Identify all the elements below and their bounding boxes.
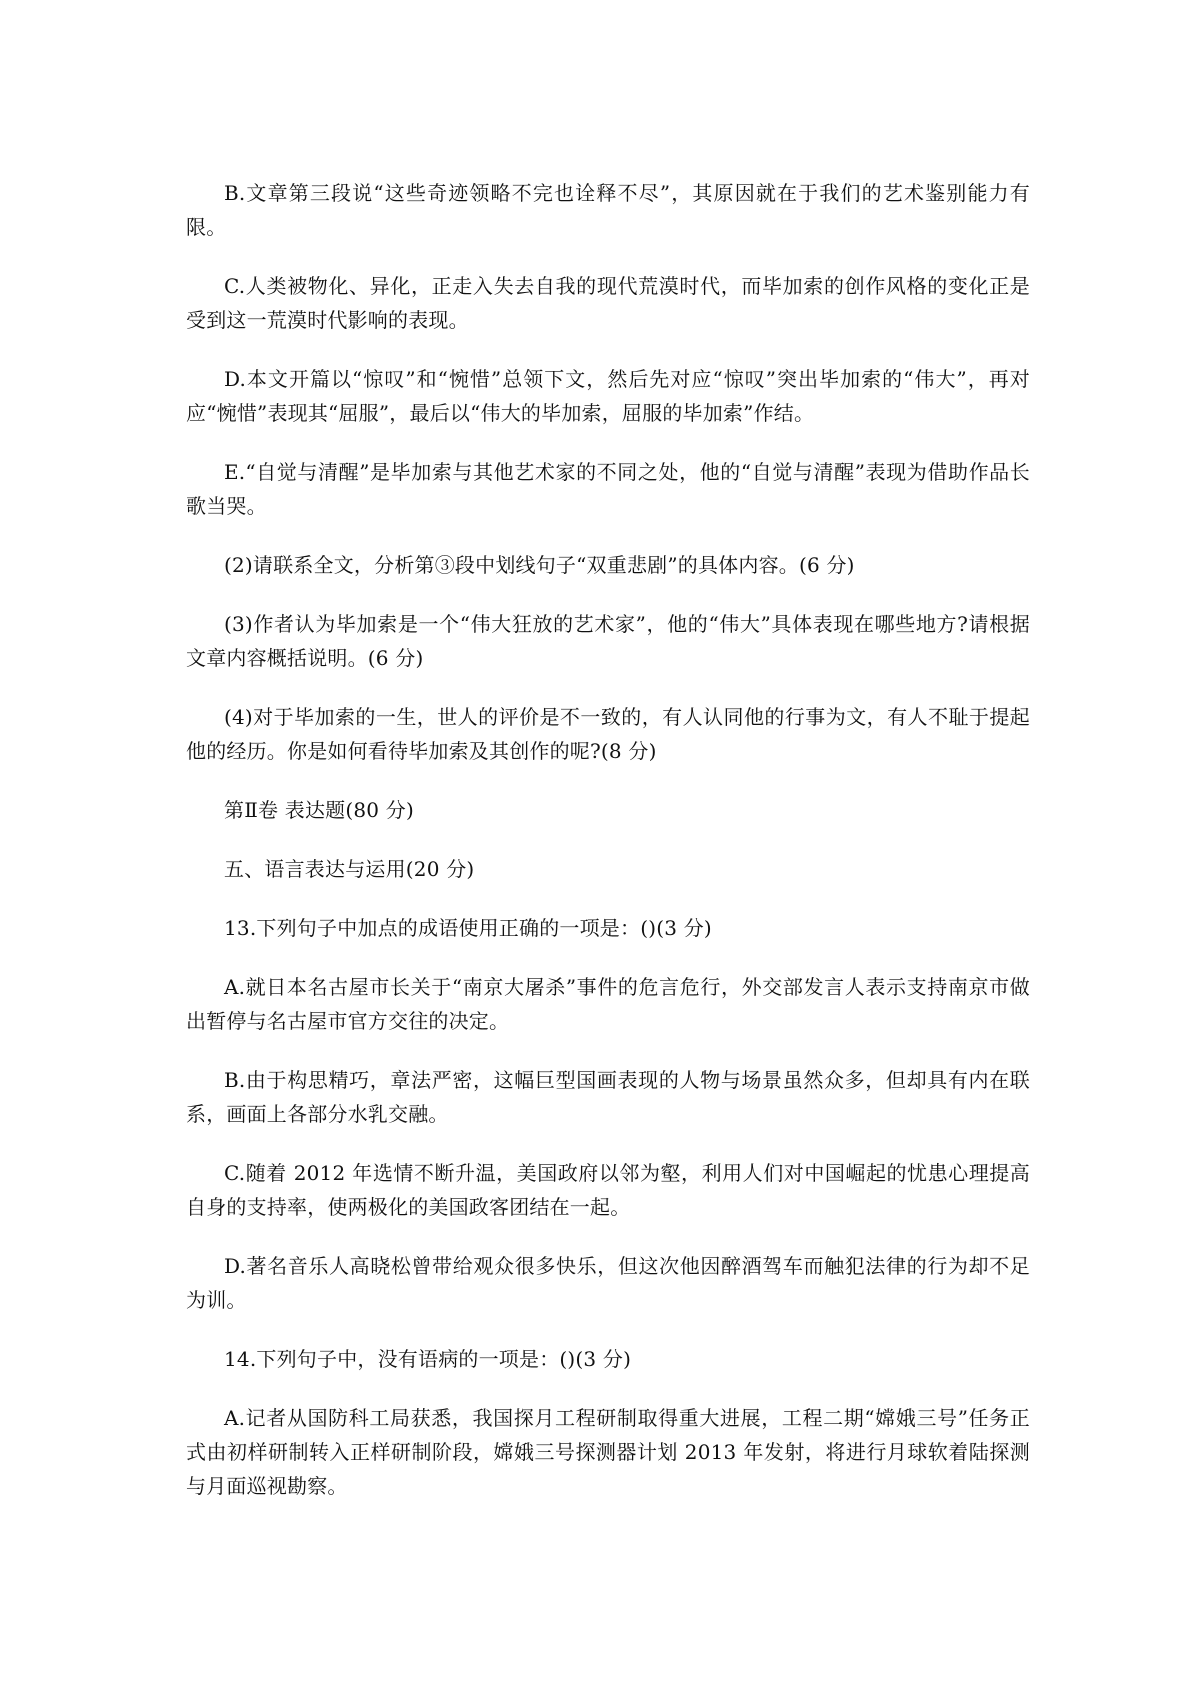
section-2-heading: 第Ⅱ卷 表达题(80 分) (224, 798, 414, 822)
q13-option-b-paragraph: B.由于构思精巧，章法严密，这幅巨型国画表现的人物与场景虽然众多，但却具有内在联系，画面上各部分水乳交融。 (186, 1068, 1030, 1126)
q14-option-a-paragraph: A.记者从国防科工局获悉，我国探月工程研制取得重大进展，工程二期“嫦娥三号”任务正式由初样研制转入正样研制阶段，嫦娥三号探测器计划 2013 年发射，将进行月球软着陆探测与月面巡视勘察。 (186, 1406, 1030, 1498)
option-c-paragraph: C.人类被物化、异化，正走入失去自我的现代荒漠时代，而毕加索的创作风格的变化正是受到这一荒漠时代影响的表现。 (186, 274, 1030, 332)
option-b-paragraph: B.文章第三段说“这些奇迹领略不完也诠释不尽”，其原因就在于我们的艺术鉴别能力有限。 (186, 181, 1030, 239)
part-5-heading: 五、语言表达与运用(20 分) (224, 857, 475, 881)
q13-option-a-paragraph: A.就日本名古屋市长关于“南京大屠杀”事件的危言危行，外交部发言人表示支持南京市做出暂停与名古屋市官方交往的决定。 (186, 975, 1030, 1033)
question-4-paragraph: (4)对于毕加索的一生，世人的评价是不一致的，有人认同他的行事为文，有人不耻于提起他的经历。你是如何看待毕加索及其创作的呢?(8 分) (186, 705, 1030, 763)
q13-option-c-paragraph: C.随着 2012 年选情不断升温，美国政府以邻为壑，利用人们对中国崛起的忧患心理提高自身的支持率，使两极化的美国政客团结在一起。 (186, 1161, 1030, 1219)
option-e-paragraph: E.“自觉与清醒”是毕加索与其他艺术家的不同之处，他的“自觉与清醒”表现为借助作品长歌当哭。 (186, 460, 1030, 518)
question-3-paragraph: (3)作者认为毕加索是一个“伟大狂放的艺术家”，他的“伟大”具体表现在哪些地方?请根据文章内容概括说明。(6 分) (186, 612, 1030, 670)
question-14-paragraph: 14.下列句子中，没有语病的一项是：()(3 分) (224, 1347, 632, 1371)
question-2-paragraph: (2)请联系全文，分析第③段中划线句子“双重悲剧”的具体内容。(6 分) (224, 553, 855, 577)
option-d-paragraph: D.本文开篇以“惊叹”和“惋惜”总领下文，然后先对应“惊叹”突出毕加索的“伟大”，再对应“惋惜”表现其“屈服”，最后以“伟大的毕加索，屈服的毕加索”作结。 (186, 367, 1030, 425)
question-13-paragraph: 13.下列句子中加点的成语使用正确的一项是：()(3 分) (224, 916, 712, 940)
q13-option-d-paragraph: D.著名音乐人高晓松曾带给观众很多快乐，但这次他因醉酒驾车而触犯法律的行为却不足为训。 (186, 1254, 1030, 1312)
